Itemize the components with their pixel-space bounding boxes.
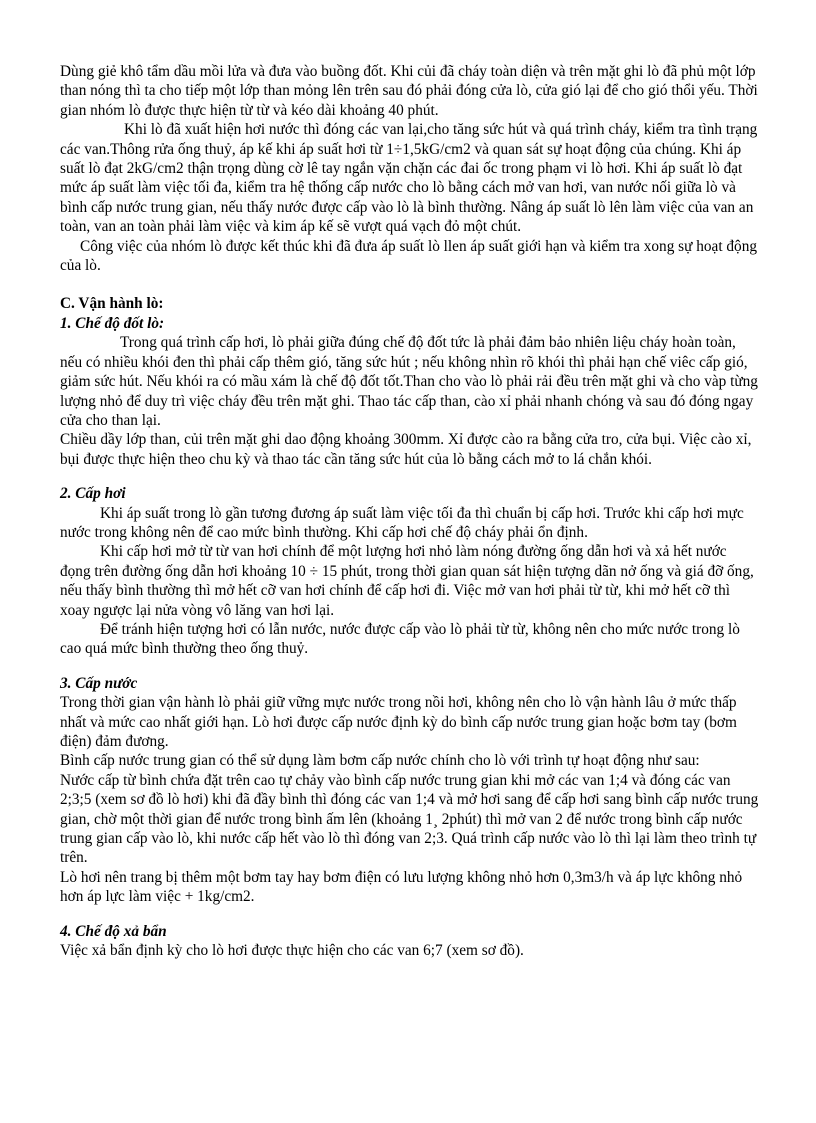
intro-paragraph-1: Dùng giẻ khô tẩm dầu mồi lửa và đưa vào buồng đốt. Khi củi đã cháy toàn diện và trên mặt ghi lò đã phủ một lớp than nóng thì ta cho tiếp một lớp than mỏng lên trên sau đó phải đóng cửa lò, cửa gió lại để cho gió thổi yếu. Thời gian nhóm lò được thực hiện từ từ và kéo dài khoảng 40 phút. <box>60 63 758 119</box>
subsection-2-paragraph-2: Khi cấp hơi mở từ từ van hơi chính để một lượng hơi nhỏ làm nóng đường ống dẫn hơi và xả hết nước đọng trên đường ống dẫn hơi khoảng 10 ÷ 15 phút, trong thời gian quan sát hiện tượng dãn nở ống và giá đỡ ống, nếu thấy bình thường thì mở hết cỡ van hơi chính để cấp hơi đi. Việc mở van hơi phải từ từ, khi mở hết cỡ thì xoay ngược lại nửa vòng vô lăng van hơi lại. <box>60 543 754 619</box>
intro-paragraph-3: Công việc của nhóm lò được kết thúc khi đã đưa áp suất lò llen áp suất giới hạn và kiểm tra xong sự hoạt động của lò. <box>60 237 757 275</box>
subsection-3-paragraph-4: Lò hơi nên trang bị thêm một bơm tay hay bơm điện có lưu lượng không nhỏ hơn 0,3m3/h và áp lực không nhỏ hơn áp lực làm việc + 1kg/cm2. <box>60 868 743 906</box>
subsection-2-paragraph-3: Để tránh hiện tượng hơi có lẫn nước, nước được cấp vào lò phải từ từ, không nên cho mức nước trong lò cao quá mức bình thường theo ống thuỷ. <box>60 620 740 658</box>
subsection-3-paragraph-2: Bình cấp nước trung gian có thể sử dụng làm bơm cấp nước chính cho lò với trình tự hoạt động như sau: <box>60 752 700 770</box>
subsection-3-paragraph-1: Trong thời gian vận hành lò phải giữ vững mực nước trong nồi hơi, không nên cho lò vận hành lâu ở mức thấp nhất và mức cao nhất giới hạn. Lò hơi được cấp nước định kỳ do bình cấp nước trung gian hoặc bơm tay (bơm điện) đảm đương. <box>60 694 737 750</box>
subsection-1-paragraph-1: Trong quá trình cấp hơi, lò phải giữa đúng chế độ đốt tức là phải đảm bảo nhiên liệu cháy hoàn toàn, nếu có nhiều khói đen thì phải cấp thêm gió, tăng sức hút ; nếu không nhìn rõ khói thì phải hạn chế viêc cấp gió, giảm sức hút. Nếu khói ra có mầu xám là chế độ đốt tốt.Than cho vào lò phải rải đều trên mặt ghi và cho vàp từng lượng nhỏ để duy trì việc cháy đều trên mặt ghi. Thao tác cấp than, cào xỉ phải nhanh chóng và sau đó đóng ngay cửa cho than lại. <box>60 334 758 429</box>
subsection-1-title: 1. Chế độ đốt lò: <box>60 314 165 332</box>
subsection-3-title: 3. Cấp nước <box>60 674 138 692</box>
subsection-1-paragraph-2: Chiều dầy lớp than, củi trên mặt ghi dao động khoảng 300mm. Xỉ được cào ra bằng cửa tro, cửa bụi. Việc cào xỉ, bụi được thực hiện theo chu kỳ và thao tác cần tăng sức hút của lò bằng cách mở to lá chắn khói. <box>60 431 752 468</box>
subsection-3-paragraph-3: Nước cấp từ bình chứa đặt trên cao tự chảy vào bình cấp nước trung gian khi mở các van 1;4 và đóng các van 2;3;5 (xem sơ đồ lò hơi) khi đã đầy bình thì đóng các van 1;4 và mở hơi sang để cấp hơi sang bình cấp nước trung gian, chờ một thời gian để nước trong bình ấm lên (khoảng 1¸ 2phút) thì mở van 2 để nước trong bình cấp nước trung gian cấp vào lò, khi nước cấp hết vào lò thì đóng van 2;3. Quá trình cấp nước vào lò thì lại làm theo trình tự trên. <box>60 771 759 867</box>
intro-paragraph-2: Khi lò đã xuất hiện hơi nước thì đóng các van lại,cho tăng sức hút và quá trình cháy, kiểm tra tình trạng các van.Thông rửa ống thuỷ, áp kế khi áp suất hơi từ 1÷1,5kG/cm2 và quan sát sự hoạt động của chúng. Khi áp suất lò đạt 2kG/cm2 thận trọng dùng cờ lê tay ngắn vặn chặn các đai ốc trong phạm vi lò hơi. Khi áp suất lò đạt mức áp suất làm việc tối đa, kiểm tra hệ thống cấp nước cho lò bằng cách mở van hơi, van nước nối giữa lò và bình cấp nước trung gian, nếu thấy nước được cấp vào lò là bình thường. Nâng áp suất lò lên làm việc của van an toàn, van an toàn phải làm việc và kim áp kế sẽ vượt quá vạch đỏ một chút. <box>60 121 758 236</box>
subsection-4-paragraph-1: Việc xả bẩn định kỳ cho lò hơi được thực hiện cho các van 6;7 (xem sơ đồ). <box>60 942 524 960</box>
subsection-4-title: 4. Chế độ xả bẩn <box>60 922 167 940</box>
section-c-title: C. Vận hành lò: <box>60 295 164 313</box>
subsection-2-title: 2. Cấp hơi <box>60 485 126 503</box>
document-page <box>60 62 760 960</box>
subsection-2-paragraph-1: Khi áp suất trong lò gần tương đương áp suất làm việc tối đa thì chuẩn bị cấp hơi. Trước khi cấp hơi mực nước trong không nên để cao mức bình thường. Khi cấp hơi chế độ cháy phải ổn định. <box>60 504 744 541</box>
